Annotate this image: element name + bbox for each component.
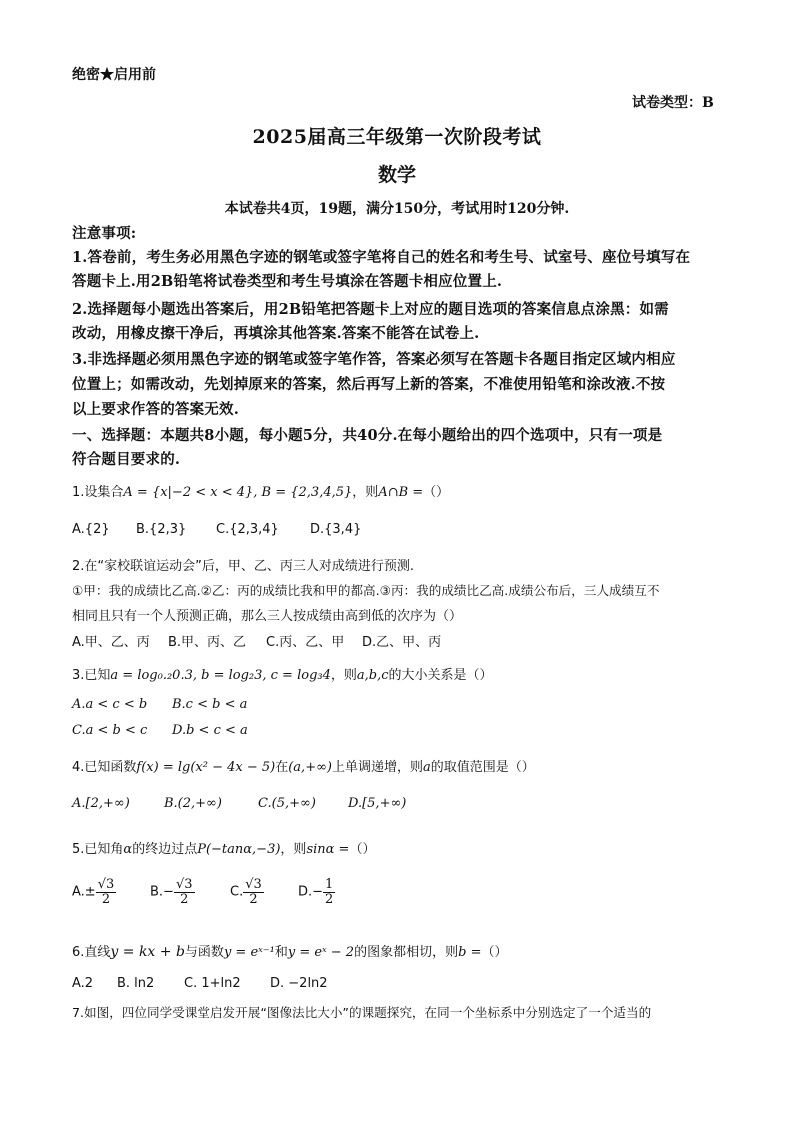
q6-and: 和 [274, 945, 288, 960]
question-3 [72, 664, 493, 683]
q5-option-b-numerator: √3 [175, 877, 193, 892]
q6-option-a: A.2 [72, 976, 94, 991]
q5-option-c-denominator: 2 [249, 891, 258, 907]
q3-option-a: A.a < c < b [72, 697, 148, 712]
question-6 [72, 941, 507, 960]
subject-title: 数学 [377, 164, 416, 186]
q5-option-c [230, 878, 264, 906]
question-5 [72, 838, 375, 857]
q1-option-a: A.{2} [72, 522, 110, 537]
paper-type-label: 试卷类型：B [632, 95, 714, 111]
q4-option-b: B.(2,+∞) [164, 796, 222, 811]
section-heading-cont: 符合题目要求的. [72, 451, 181, 468]
q5-option-a-numerator: √3 [97, 877, 115, 892]
q1-paren: （） [423, 485, 450, 500]
q1-sets: A = {x|−2 < x < 4}, B = {2,3,4,5} [123, 485, 353, 500]
q6-line: y = kx + b [110, 944, 185, 960]
notice-item-1: 1.答卷前，考生务必用黑色字迹的钢笔或签字笔将自己的姓名和考生号、试室号、座位号填写在 [72, 249, 691, 266]
question-4 [72, 756, 535, 775]
notice-item-3: 3.非选择题必须用黑色字迹的钢笔或签字笔作答，答案必须写在答题卡各题目指定区域内相应 [72, 351, 676, 368]
q4-stem: 4.已知函数 [72, 760, 137, 775]
q5-option-d-numerator: 1 [325, 877, 334, 892]
question-7: 7.如图，四位同学受课堂启发开展“图像法比大小”的课题探究，在同一个坐标系中分别选定了一个适当的 [72, 1005, 652, 1020]
q6-option-c: C. 1+ln2 [184, 976, 241, 991]
q1-stem-suffix: ，则 [352, 485, 379, 500]
q4-interval: (a,+∞) [288, 760, 332, 775]
exam-title: 2025届高三年级第一次阶段考试 [252, 126, 542, 148]
q5-option-d [298, 878, 335, 906]
q6-function-2: y = eˣ − 2 [287, 945, 355, 960]
q4-var: a [423, 760, 431, 775]
q5-stem: 5.已知角 [72, 842, 124, 857]
q5-option-b [150, 878, 195, 906]
section-heading: 一、选择题：本题共8小题，每小题5分，共40分.在每小题给出的四个选项中，只有一项是 [72, 427, 663, 444]
q3-option-d: D.b < c < a [172, 723, 248, 738]
q5-option-b-fraction [174, 878, 195, 906]
q4-tail: 的取值范围是（） [430, 760, 535, 775]
exam-summary: 本试卷共4页，19题，满分150分，考试用时120分钟. [224, 201, 570, 217]
q3-expr: a = log₀.₂0.3, b = log₂3, c = log₃4 [110, 668, 331, 683]
q5-expr: sinα = [306, 842, 350, 857]
notice-item-2: 2.选择题每小题选出答案后，用2B铅笔把答题卡上对应的题目选项的答案信息点涂黑：如需 [72, 301, 669, 318]
q6-stem: 6.直线 [72, 945, 111, 960]
q6-paren: （） [481, 945, 508, 960]
q3-stem: 3.已知 [72, 668, 111, 683]
q5-option-a-fraction [96, 878, 117, 906]
q6-tail: 的图象都相切，则 [354, 945, 459, 960]
q1-option-b: B.{2,3} [136, 522, 187, 537]
notice-item-2-cont: 改动，用橡皮擦干净后，再填涂其他答案.答案不能答在试卷上. [72, 325, 480, 342]
q1-option-c: C.{2,3,4} [216, 522, 279, 537]
q3-suffix: ，则 [330, 668, 357, 683]
question-2-statements: ①甲：我的成绩比乙高.②乙：丙的成绩比我和甲的都高.③丙：我的成绩比乙高.成绩公布后，三人成绩互不 [72, 583, 660, 598]
q4-option-a: A.[2,+∞) [72, 796, 130, 811]
q5-suffix: ，则 [280, 842, 307, 857]
q6-mid: 与函数 [184, 945, 224, 960]
q5-option-a-denominator: 2 [101, 891, 111, 907]
q2-option-a: A.甲、乙、丙 [72, 635, 150, 650]
q3-tail: 的大小关系是（） [388, 668, 493, 683]
q4-option-c: C.(5,+∞) [258, 796, 316, 811]
q5-alpha: α [123, 842, 133, 857]
question-1 [72, 481, 449, 500]
q4-expr: f(x) = lg(x² − 4x − 5) [136, 760, 276, 775]
q5-point: P(−tanα,−3) [197, 842, 281, 857]
notice-item-1-cont: 答题卡上.用2B铅笔将试卷类型和考生号填涂在答题卡相应位置上. [72, 273, 503, 290]
q5-option-b-denominator: 2 [180, 891, 189, 907]
q6-option-d: D. −2ln2 [270, 976, 328, 991]
q4-mid2: 上单调递增，则 [331, 760, 423, 775]
q6-function-1: y = eˣ⁻¹ [223, 945, 275, 960]
q6-option-b: B. ln2 [117, 976, 155, 991]
q2-option-b: B.甲、丙、乙 [168, 635, 247, 650]
q1-option-d: D.{3,4} [310, 522, 362, 537]
q4-option-d: D.[5,+∞) [348, 796, 407, 811]
q2-option-d: D.乙、甲、丙 [362, 635, 442, 650]
q5-option-a-label: A.± [72, 884, 96, 900]
q5-option-c-numerator: √3 [245, 877, 262, 892]
q5-option-a [72, 878, 116, 906]
notice-item-3-cont2: 以上要求作答的答案无效. [72, 401, 239, 418]
q5-option-b-label: B.− [150, 884, 174, 900]
confidential-label: 绝密★启用前 [72, 67, 156, 83]
q3-option-b: B.c < b < a [172, 697, 248, 712]
q3-vars: a,b,c [356, 668, 389, 683]
q1-stem: 1.设集合 [72, 485, 124, 500]
q5-option-c-fraction [243, 878, 264, 906]
q5-option-d-denominator: 2 [325, 891, 334, 907]
notice-item-3-cont1: 位置上；如需改动，先划掉原来的答案，然后再写上新的答案，不准使用铅笔和涂改液.不按 [72, 376, 666, 393]
q6-expr: b = [458, 945, 482, 960]
q5-option-c-label: C. [230, 884, 244, 900]
notice-heading: 注意事项: [72, 225, 137, 242]
q5-option-d-fraction [323, 878, 335, 906]
q5-paren: （） [349, 842, 376, 857]
q4-mid: 在 [275, 760, 289, 775]
q3-option-c: C.a < b < c [72, 723, 148, 738]
q1-expr: A∩B = [378, 485, 424, 500]
q5-mid: 的终边过点 [132, 842, 198, 857]
q2-option-c: C.丙、乙、甲 [266, 635, 345, 650]
question-2: 2.在“家校联谊运动会”后，甲、乙、丙三人对成绩进行预测. [72, 559, 415, 574]
q5-option-d-label: D.− [298, 884, 324, 900]
question-2-cont: 相同且只有一个人预测正确，那么三人按成绩由高到低的次序为（） [72, 609, 463, 624]
